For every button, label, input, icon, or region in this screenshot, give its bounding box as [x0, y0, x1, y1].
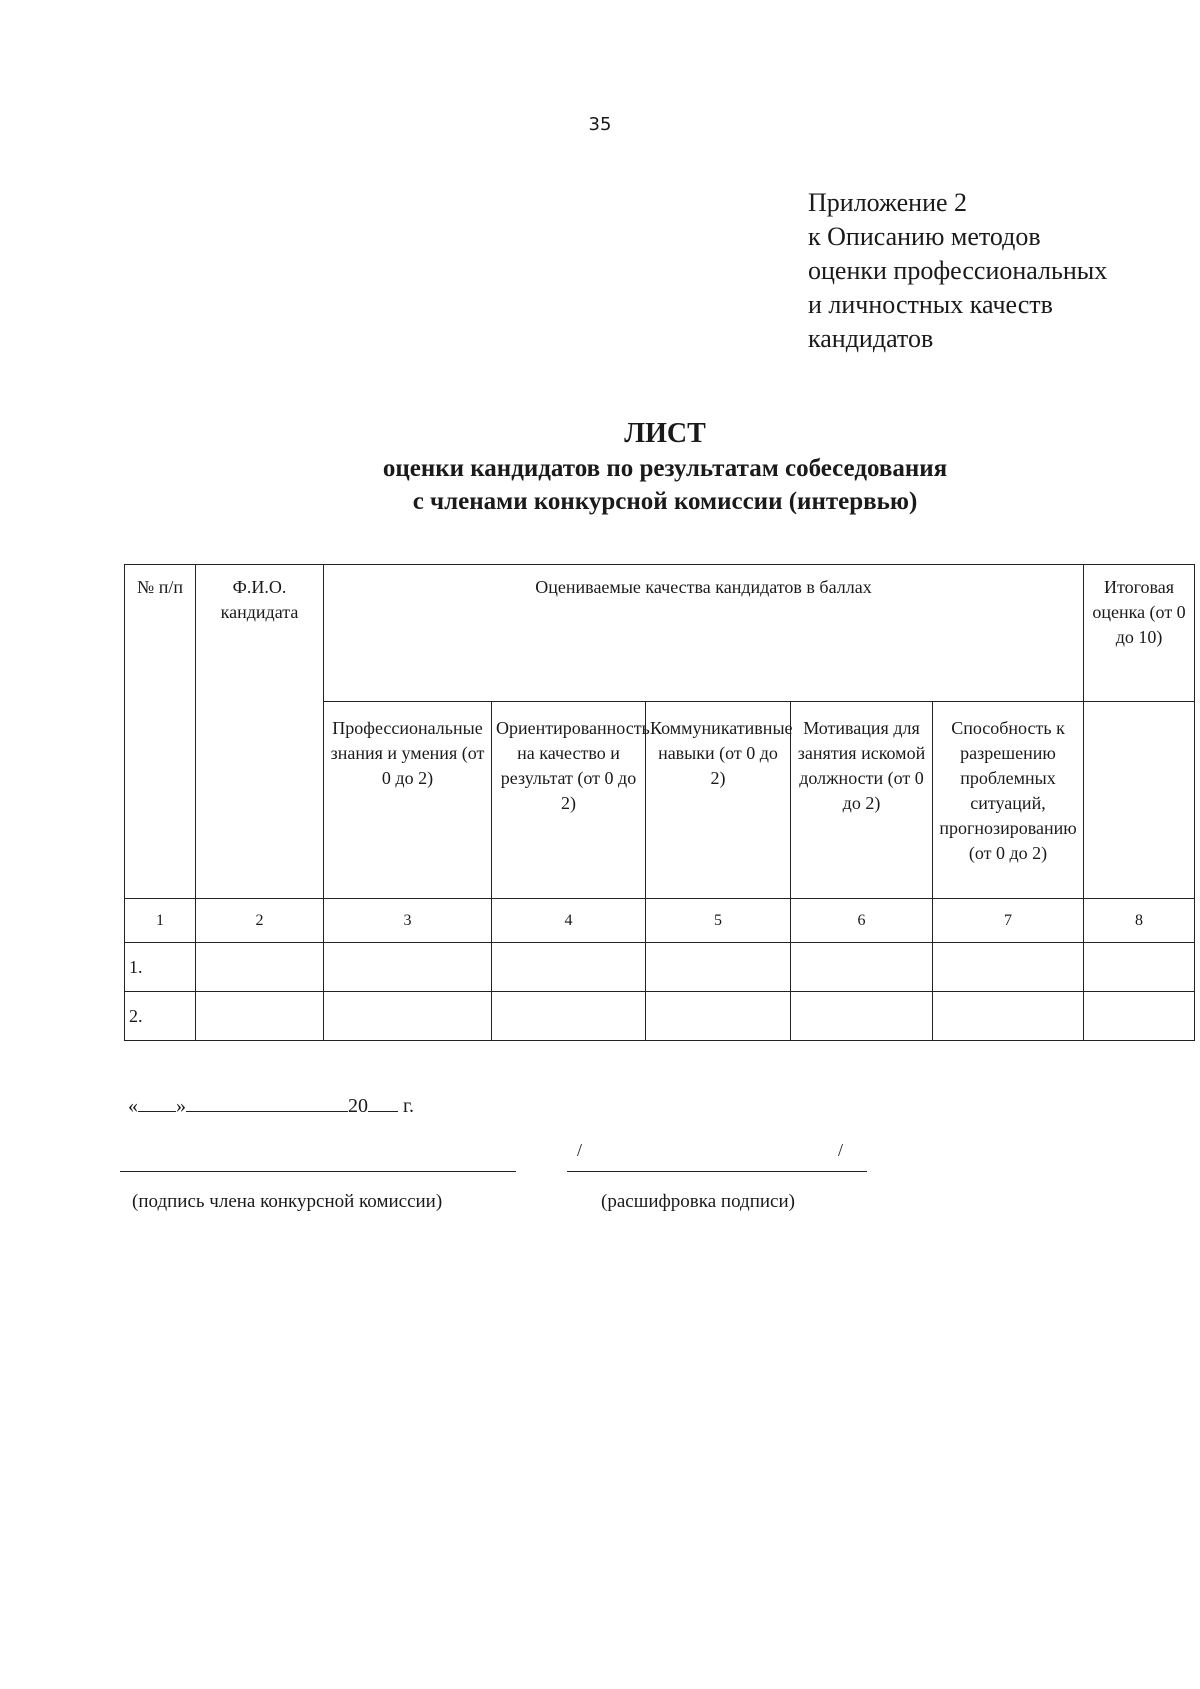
header-quality: Коммуникативные навыки (от 0 до 2)	[646, 702, 791, 899]
header-qualities-group: Оцениваемые качества кандидатов в баллах	[324, 565, 1084, 702]
header-quality: Профессиональные знания и умения (от 0 до 2)	[324, 702, 492, 899]
appendix-note	[808, 186, 1107, 356]
signature-caption: (подпись члена конкурсной комиссии)	[132, 1191, 443, 1212]
decipher-line[interactable]	[567, 1171, 867, 1172]
header-quality: Способность к разрешению проблемных ситуаций, прогнозированию (от 0 до 2)	[933, 702, 1084, 899]
score-cell[interactable]	[791, 943, 933, 992]
decipher-caption: (расшифровка подписи)	[601, 1191, 795, 1212]
header-row	[125, 565, 1195, 702]
year-prefix: 20	[348, 1095, 368, 1117]
score-cell[interactable]	[646, 943, 791, 992]
score-cell[interactable]	[492, 992, 646, 1041]
column-number: 1	[125, 899, 196, 943]
title-line-2: с членами конкурсной комиссии (интервью)	[412, 488, 918, 515]
table-row	[125, 943, 1195, 992]
column-numbers-row	[125, 899, 1195, 943]
slash-left: /	[577, 1140, 583, 1160]
column-number: 7	[933, 899, 1084, 943]
column-number: 3	[324, 899, 492, 943]
day-blank[interactable]	[138, 1093, 176, 1112]
date-open-quote: «	[128, 1095, 138, 1117]
score-cell[interactable]	[324, 992, 492, 1041]
row-number: 1.	[125, 943, 196, 992]
score-cell[interactable]	[933, 943, 1084, 992]
candidate-name-cell[interactable]	[196, 992, 324, 1041]
column-number: 8	[1084, 899, 1195, 943]
appendix-line: Приложение 2	[808, 188, 968, 217]
appendix-line: оценки профессиональных	[808, 256, 1108, 285]
month-blank[interactable]	[186, 1093, 348, 1112]
title-line-1: оценки кандидатов по результатам собеседования	[382, 455, 948, 482]
year-blank[interactable]	[368, 1093, 398, 1112]
total-score-cell[interactable]	[1084, 992, 1195, 1041]
score-cell[interactable]	[933, 992, 1084, 1041]
page-number: 35	[588, 114, 612, 135]
header-total: Итоговая оценка (от 0 до 10)	[1084, 565, 1195, 702]
header-quality: Ориентированность на качество и результат (от 0 до 2)	[492, 702, 646, 899]
signature-line[interactable]	[120, 1171, 516, 1172]
candidate-name-cell[interactable]	[196, 943, 324, 992]
header-total-empty	[1084, 702, 1195, 899]
date-field[interactable]	[128, 1093, 414, 1118]
header-num: № п/п	[125, 565, 196, 899]
column-number: 2	[196, 899, 324, 943]
column-number: 4	[492, 899, 646, 943]
header-name: Ф.И.О. кандидата	[196, 565, 324, 899]
header-quality: Мотивация для занятия искомой должности (от 0 до 2)	[791, 702, 933, 899]
column-number: 5	[646, 899, 791, 943]
row-number: 2.	[125, 992, 196, 1041]
appendix-line: кандидатов	[808, 324, 934, 353]
year-suffix: г.	[403, 1095, 414, 1117]
appendix-line: к Описанию методов	[808, 222, 1041, 251]
column-number: 6	[791, 899, 933, 943]
date-close-quote: »	[176, 1095, 186, 1117]
score-cell[interactable]	[492, 943, 646, 992]
title-main: ЛИСТ	[624, 418, 706, 449]
slash-right: /	[838, 1140, 844, 1160]
score-cell[interactable]	[791, 992, 933, 1041]
total-score-cell[interactable]	[1084, 943, 1195, 992]
score-cell[interactable]	[324, 943, 492, 992]
score-cell[interactable]	[646, 992, 791, 1041]
appendix-line: и личностных качеств	[808, 290, 1053, 319]
evaluation-table	[124, 564, 1195, 1041]
document-title	[0, 416, 1200, 518]
table-row	[125, 992, 1195, 1041]
